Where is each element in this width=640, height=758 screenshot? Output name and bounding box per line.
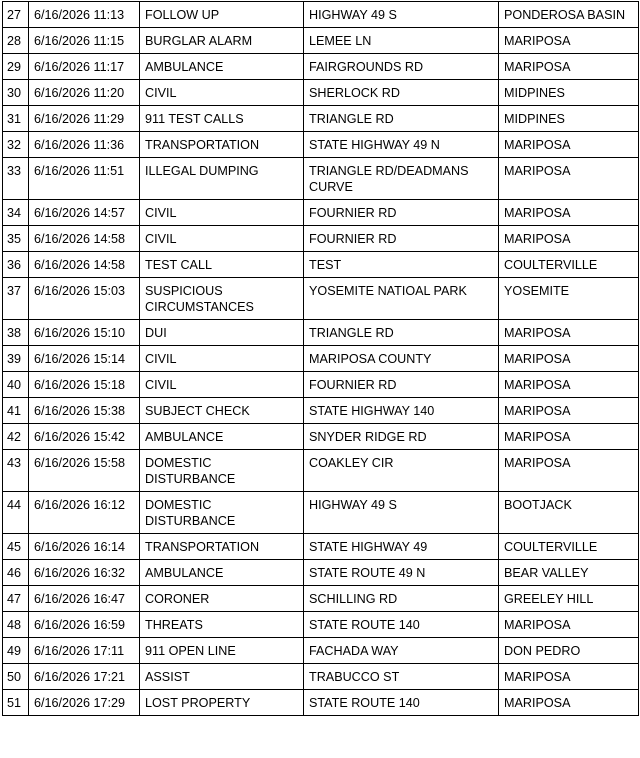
call-type-cell: AMBULANCE: [140, 560, 304, 586]
row-number-cell: 47: [3, 586, 29, 612]
row-number-cell: 40: [3, 372, 29, 398]
table-row: [3, 612, 639, 638]
row-number-cell: 39: [3, 346, 29, 372]
call-type-cell: ILLEGAL DUMPING: [140, 158, 304, 200]
area-cell: MARIPOSA: [499, 28, 639, 54]
area-cell: DON PEDRO: [499, 638, 639, 664]
area-cell: COULTERVILLE: [499, 534, 639, 560]
location-cell: STATE HIGHWAY 49: [304, 534, 499, 560]
row-number-cell: 36: [3, 252, 29, 278]
table-row: [3, 28, 639, 54]
location-cell: TRIANGLE RD: [304, 106, 499, 132]
table-row: [3, 320, 639, 346]
row-number-cell: 30: [3, 80, 29, 106]
row-number-cell: 50: [3, 664, 29, 690]
row-number-cell: 27: [3, 2, 29, 28]
location-cell: FAIRGROUNDS RD: [304, 54, 499, 80]
row-number-cell: 41: [3, 398, 29, 424]
table-row: [3, 80, 639, 106]
call-type-cell: DOMESTIC DISTURBANCE: [140, 492, 304, 534]
datetime-cell: 6/16/2026 14:58: [29, 226, 140, 252]
area-cell: MARIPOSA: [499, 612, 639, 638]
table-row: [3, 450, 639, 492]
table-row: [3, 200, 639, 226]
call-type-cell: SUSPICIOUS CIRCUMSTANCES: [140, 278, 304, 320]
datetime-cell: 6/16/2026 15:03: [29, 278, 140, 320]
call-type-cell: CIVIL: [140, 80, 304, 106]
table-row: [3, 424, 639, 450]
datetime-cell: 6/16/2026 11:29: [29, 106, 140, 132]
call-type-cell: SUBJECT CHECK: [140, 398, 304, 424]
location-cell: SNYDER RIDGE RD: [304, 424, 499, 450]
location-cell: TRABUCCO ST: [304, 664, 499, 690]
call-type-cell: CIVIL: [140, 346, 304, 372]
table-row: [3, 690, 639, 716]
call-type-cell: 911 TEST CALLS: [140, 106, 304, 132]
area-cell: MARIPOSA: [499, 424, 639, 450]
datetime-cell: 6/16/2026 16:32: [29, 560, 140, 586]
datetime-cell: 6/16/2026 11:51: [29, 158, 140, 200]
location-cell: FACHADA WAY: [304, 638, 499, 664]
call-type-cell: CIVIL: [140, 372, 304, 398]
area-cell: MARIPOSA: [499, 158, 639, 200]
area-cell: MIDPINES: [499, 80, 639, 106]
call-type-cell: TRANSPORTATION: [140, 132, 304, 158]
table-row: [3, 252, 639, 278]
table-row: [3, 346, 639, 372]
datetime-cell: 6/16/2026 11:13: [29, 2, 140, 28]
row-number-cell: 43: [3, 450, 29, 492]
row-number-cell: 45: [3, 534, 29, 560]
row-number-cell: 42: [3, 424, 29, 450]
table-row: [3, 226, 639, 252]
area-cell: BEAR VALLEY: [499, 560, 639, 586]
table-row: [3, 372, 639, 398]
table-row: [3, 106, 639, 132]
datetime-cell: 6/16/2026 11:15: [29, 28, 140, 54]
location-cell: STATE ROUTE 140: [304, 612, 499, 638]
datetime-cell: 6/16/2026 11:36: [29, 132, 140, 158]
call-log-rows: [3, 2, 639, 716]
row-number-cell: 29: [3, 54, 29, 80]
datetime-cell: 6/16/2026 14:58: [29, 252, 140, 278]
row-number-cell: 46: [3, 560, 29, 586]
row-number-cell: 31: [3, 106, 29, 132]
row-number-cell: 37: [3, 278, 29, 320]
table-row: [3, 398, 639, 424]
area-cell: MARIPOSA: [499, 226, 639, 252]
location-cell: STATE HIGHWAY 49 N: [304, 132, 499, 158]
datetime-cell: 6/16/2026 14:57: [29, 200, 140, 226]
call-type-cell: CIVIL: [140, 200, 304, 226]
row-number-cell: 35: [3, 226, 29, 252]
datetime-cell: 6/16/2026 17:21: [29, 664, 140, 690]
row-number-cell: 49: [3, 638, 29, 664]
datetime-cell: 6/16/2026 16:47: [29, 586, 140, 612]
row-number-cell: 33: [3, 158, 29, 200]
area-cell: GREELEY HILL: [499, 586, 639, 612]
table-row: [3, 534, 639, 560]
location-cell: STATE HIGHWAY 140: [304, 398, 499, 424]
location-cell: TRIANGLE RD: [304, 320, 499, 346]
call-type-cell: TEST CALL: [140, 252, 304, 278]
datetime-cell: 6/16/2026 11:20: [29, 80, 140, 106]
area-cell: MARIPOSA: [499, 690, 639, 716]
location-cell: FOURNIER RD: [304, 226, 499, 252]
location-cell: FOURNIER RD: [304, 200, 499, 226]
location-cell: HIGHWAY 49 S: [304, 492, 499, 534]
row-number-cell: 44: [3, 492, 29, 534]
row-number-cell: 48: [3, 612, 29, 638]
datetime-cell: 6/16/2026 16:14: [29, 534, 140, 560]
datetime-cell: 6/16/2026 15:18: [29, 372, 140, 398]
call-type-cell: AMBULANCE: [140, 54, 304, 80]
datetime-cell: 6/16/2026 15:14: [29, 346, 140, 372]
table-row: [3, 586, 639, 612]
area-cell: BOOTJACK: [499, 492, 639, 534]
datetime-cell: 6/16/2026 17:29: [29, 690, 140, 716]
location-cell: TRIANGLE RD/DEADMANS CURVE: [304, 158, 499, 200]
location-cell: LEMEE LN: [304, 28, 499, 54]
datetime-cell: 6/16/2026 11:17: [29, 54, 140, 80]
location-cell: COAKLEY CIR: [304, 450, 499, 492]
area-cell: MARIPOSA: [499, 398, 639, 424]
datetime-cell: 6/16/2026 15:38: [29, 398, 140, 424]
datetime-cell: 6/16/2026 15:58: [29, 450, 140, 492]
location-cell: STATE ROUTE 140: [304, 690, 499, 716]
area-cell: MARIPOSA: [499, 132, 639, 158]
datetime-cell: 6/16/2026 16:59: [29, 612, 140, 638]
datetime-cell: 6/16/2026 16:12: [29, 492, 140, 534]
area-cell: MIDPINES: [499, 106, 639, 132]
call-type-cell: CORONER: [140, 586, 304, 612]
table-row: [3, 492, 639, 534]
location-cell: FOURNIER RD: [304, 372, 499, 398]
table-row: [3, 54, 639, 80]
area-cell: MARIPOSA: [499, 450, 639, 492]
row-number-cell: 34: [3, 200, 29, 226]
call-type-cell: LOST PROPERTY: [140, 690, 304, 716]
call-type-cell: CIVIL: [140, 226, 304, 252]
datetime-cell: 6/16/2026 17:11: [29, 638, 140, 664]
call-type-cell: DOMESTIC DISTURBANCE: [140, 450, 304, 492]
row-number-cell: 51: [3, 690, 29, 716]
area-cell: MARIPOSA: [499, 320, 639, 346]
call-type-cell: DUI: [140, 320, 304, 346]
location-cell: MARIPOSA COUNTY: [304, 346, 499, 372]
table-row: [3, 132, 639, 158]
area-cell: MARIPOSA: [499, 200, 639, 226]
call-type-cell: FOLLOW UP: [140, 2, 304, 28]
call-type-cell: ASSIST: [140, 664, 304, 690]
location-cell: STATE ROUTE 49 N: [304, 560, 499, 586]
area-cell: YOSEMITE: [499, 278, 639, 320]
row-number-cell: 38: [3, 320, 29, 346]
location-cell: YOSEMITE NATIOAL PARK: [304, 278, 499, 320]
table-row: [3, 638, 639, 664]
table-row: [3, 664, 639, 690]
table-row: [3, 158, 639, 200]
call-log-table: [2, 1, 639, 716]
table-row: [3, 2, 639, 28]
call-type-cell: THREATS: [140, 612, 304, 638]
table-row: [3, 278, 639, 320]
area-cell: MARIPOSA: [499, 664, 639, 690]
row-number-cell: 28: [3, 28, 29, 54]
location-cell: HIGHWAY 49 S: [304, 2, 499, 28]
row-number-cell: 32: [3, 132, 29, 158]
call-type-cell: TRANSPORTATION: [140, 534, 304, 560]
area-cell: MARIPOSA: [499, 346, 639, 372]
area-cell: MARIPOSA: [499, 54, 639, 80]
location-cell: TEST: [304, 252, 499, 278]
location-cell: SCHILLING RD: [304, 586, 499, 612]
area-cell: COULTERVILLE: [499, 252, 639, 278]
call-type-cell: AMBULANCE: [140, 424, 304, 450]
datetime-cell: 6/16/2026 15:10: [29, 320, 140, 346]
area-cell: MARIPOSA: [499, 372, 639, 398]
datetime-cell: 6/16/2026 15:42: [29, 424, 140, 450]
location-cell: SHERLOCK RD: [304, 80, 499, 106]
area-cell: PONDEROSA BASIN: [499, 2, 639, 28]
call-type-cell: BURGLAR ALARM: [140, 28, 304, 54]
call-type-cell: 911 OPEN LINE: [140, 638, 304, 664]
table-row: [3, 560, 639, 586]
